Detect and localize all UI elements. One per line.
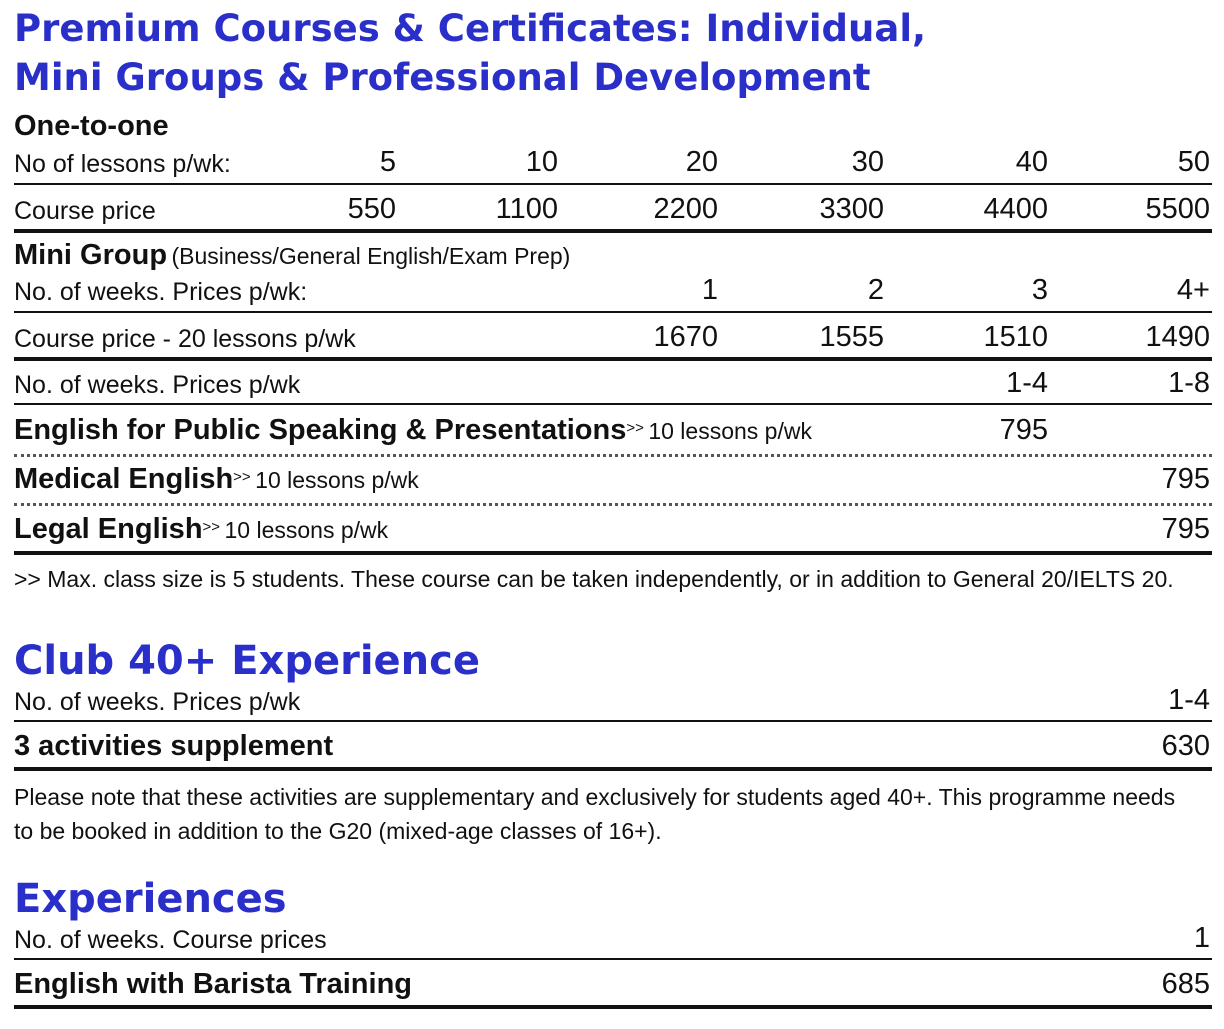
divider — [14, 1005, 1212, 1009]
one-to-one-heading: One-to-one — [14, 110, 169, 142]
lessons-value: 40 — [1015, 146, 1048, 178]
club40-note-line1: Please note that these activities are supplementary and exclusively for students aged 40+. This programme needs — [14, 784, 1176, 810]
mini-group-heading-row — [14, 239, 570, 272]
weeks-value: 1 — [701, 274, 718, 306]
club40-heading: Club 40+ Experience — [14, 638, 480, 684]
course-price-value: 795 — [1161, 513, 1210, 545]
club40-weeks-label: No. of weeks. Prices p/wk — [14, 688, 301, 716]
course-detail: 10 lessons p/wk — [648, 418, 812, 444]
mini-group-weeks-label: No. of weeks. Prices p/wk: — [14, 278, 308, 306]
course-row — [14, 463, 419, 496]
course-price-value: 2200 — [653, 193, 718, 225]
footnote-marker: >> — [233, 468, 251, 486]
weeks-value: 1-8 — [1168, 367, 1210, 399]
weeks-value: 1-4 — [1006, 367, 1048, 399]
divider — [14, 958, 1212, 960]
lessons-value: 20 — [685, 146, 718, 178]
lessons-value: 5 — [379, 146, 396, 178]
mini-group-price-value: 1555 — [819, 321, 884, 353]
footnote: >> Max. class size is 5 students. These course can be taken independently, or in addition to General 20/IELTS 20. — [14, 566, 1174, 592]
course-price-value: 4400 — [983, 193, 1048, 225]
course-price-value: 550 — [347, 193, 396, 225]
experiences-weeks-label: No. of weeks. Course prices — [14, 926, 327, 954]
lessons-label: No of lessons p/wk: — [14, 150, 231, 178]
divider — [14, 720, 1212, 722]
course-price-value: 3300 — [819, 193, 884, 225]
page-title-line2: Mini Groups & Professional Development — [14, 56, 871, 99]
lessons-value: 50 — [1177, 146, 1210, 178]
course-name: English for Public Speaking & Presentations — [14, 414, 627, 446]
mini-group-price-value: 1510 — [983, 321, 1048, 353]
weeks-value: 1-4 — [1168, 684, 1210, 716]
club40-item-label: 3 activities supplement — [14, 730, 334, 762]
lessons-value: 30 — [851, 146, 884, 178]
footnote-marker: >> — [626, 419, 644, 437]
divider — [14, 311, 1212, 313]
course-detail: 10 lessons p/wk — [255, 467, 419, 493]
specialist-weeks-label: No. of weeks. Prices p/wk — [14, 371, 301, 399]
footnote-marker: >> — [202, 518, 221, 536]
page-title-line1: Premium Courses & Certificates: Individual, — [14, 7, 927, 50]
course-price-label: Course price — [14, 197, 156, 225]
dotted-divider — [14, 503, 1212, 506]
club40-item-price: 630 — [1161, 730, 1210, 762]
divider — [14, 551, 1212, 555]
divider — [14, 357, 1212, 361]
dotted-divider — [14, 454, 1212, 457]
divider — [14, 403, 1212, 405]
mini-group-price-value: 1670 — [653, 321, 718, 353]
mini-group-price-value: 1490 — [1145, 321, 1210, 353]
course-price-value: 5500 — [1145, 193, 1210, 225]
course-row — [14, 414, 812, 447]
divider — [14, 767, 1212, 771]
course-price-value: 1100 — [495, 193, 558, 225]
experiences-heading: Experiences — [14, 876, 287, 922]
experiences-item-price: 685 — [1161, 968, 1210, 1000]
course-price-value: 795 — [999, 414, 1048, 446]
weeks-value: 1 — [1193, 922, 1210, 954]
club40-note-line2: to be booked in addition to the G20 (mixed-age classes of 16+). — [14, 818, 662, 844]
course-detail: 10 lessons p/wk — [224, 517, 389, 543]
divider — [14, 229, 1212, 233]
course-row — [14, 513, 388, 546]
mini-group-price-label: Course price - 20 lessons p/wk — [14, 325, 356, 353]
weeks-value: 3 — [1031, 274, 1048, 306]
divider — [14, 183, 1212, 185]
mini-group-heading: Mini Group — [14, 239, 168, 271]
mini-group-subheading: (Business/General English/Exam Prep) — [171, 243, 571, 269]
lessons-value: 10 — [525, 146, 558, 178]
course-name: Legal English — [14, 513, 203, 545]
weeks-value: 2 — [867, 274, 884, 306]
weeks-value: 4+ — [1176, 274, 1210, 306]
course-name: Medical English — [14, 463, 234, 495]
experiences-item-label: English with Barista Training — [14, 968, 412, 1000]
course-price-value: 795 — [1161, 463, 1210, 495]
